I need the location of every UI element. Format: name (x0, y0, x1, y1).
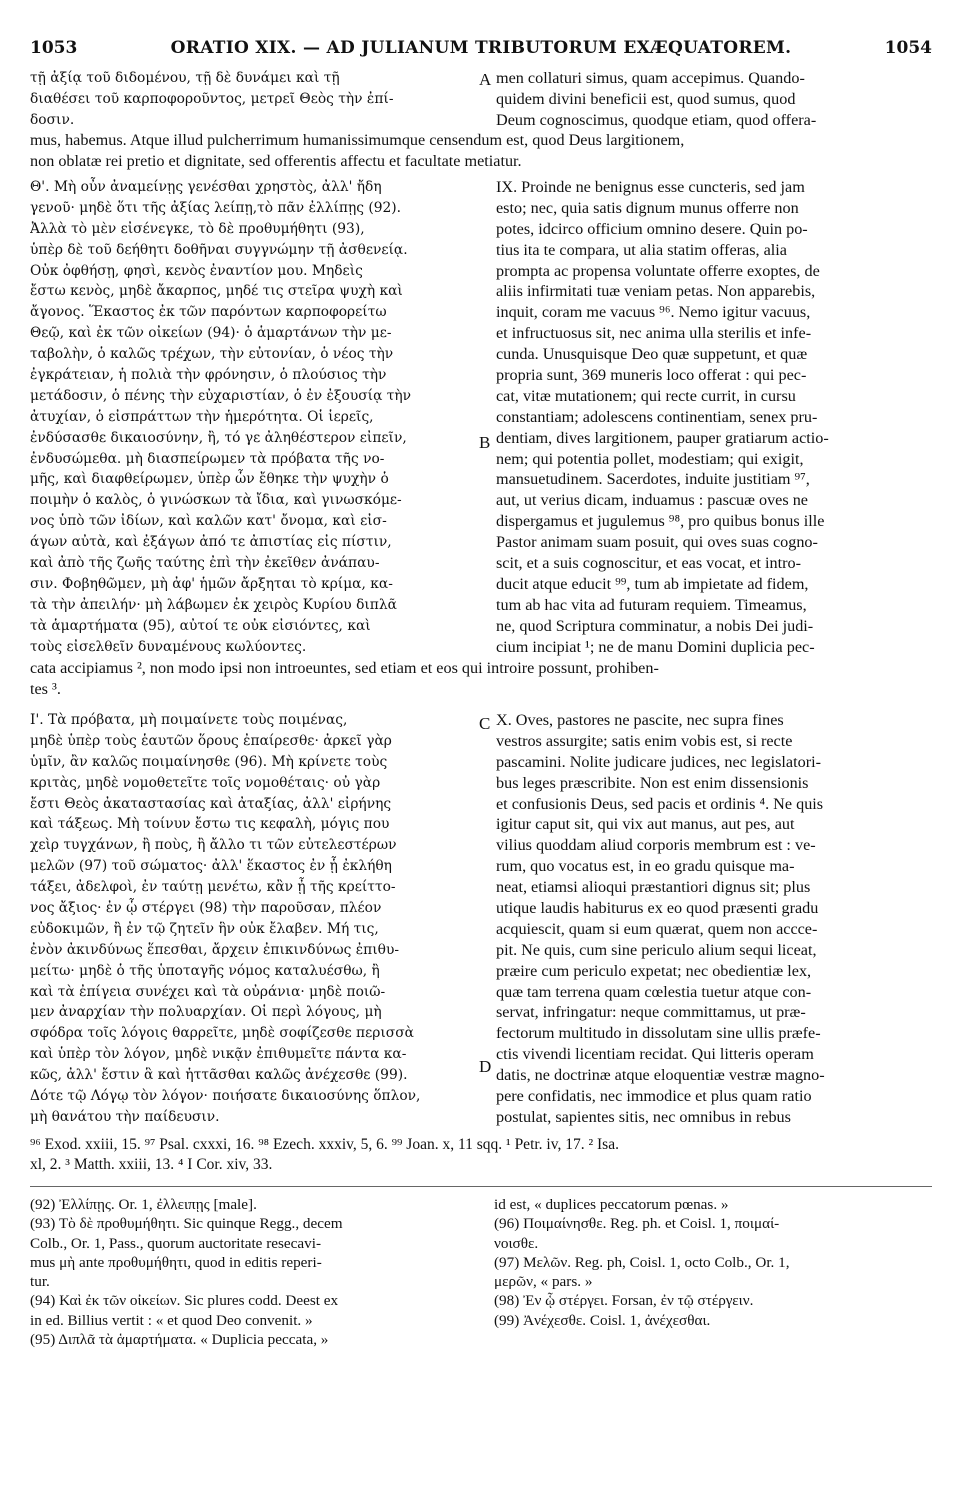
text-line: tius ita te compara, ut alia statim offeras, alia (496, 240, 787, 259)
text-line: νος ὑπὸ τῶν ἰδίων, καὶ καλῶν κατ' ὄνομα, καὶ εἰσ- (30, 513, 387, 530)
text-line: (98) Ἐν ᾧ στέργει. Forsan, ἐν τῷ στέργειν. (494, 1292, 754, 1310)
text-line: Colb., Or. 1, Pass., quorum auctoritate resecavi- (30, 1234, 322, 1252)
text-line: quidem divini beneficii est, quod sumus, quod (496, 89, 796, 108)
text-line: Δότε τῷ Λόγῳ τὸν λόγον· ποιήσατε δικαιοσύνης ὅπλον, (30, 1088, 421, 1105)
text-line: ἔστω κενὸς, μηδὲ ἄκαρπος, μηδέ τις στεῖρα ψυχὴ καὶ (30, 283, 403, 300)
text-line: κριτὰς, μηδὲ νομοθετεῖτε τοῖς νομοθέταις· οὐ γὰρ (30, 774, 381, 791)
text-line: IX. Proinde ne benignus esse cuncteris, sed jam (496, 178, 805, 196)
greek-column-top (30, 68, 488, 131)
margin-letter-c: C (479, 714, 491, 733)
text-line: servat, infringatur: neque committamus, ut præ- (496, 1003, 806, 1022)
text-line: καὶ τάξεως. Μὴ τοίνυν ἔστω τις κεφαλὴ, μόγις που (30, 816, 390, 833)
text-line: men collaturi simus, quam accepimus. Quando- (496, 69, 805, 87)
text-line: mansuetudinem. Sacerdotes, induite justitiam ⁹⁷, (496, 470, 810, 489)
text-line: tes ³. (30, 679, 61, 698)
text-line: pascamini. Nolite judicare judices, nec legislatori- (496, 752, 821, 771)
text-line: fectorum multitudo in dissolutam sine ullis præfe- (496, 1024, 821, 1043)
text-line: bus leges præscribite. Non est enim dissensionis (496, 773, 809, 792)
text-line: μῆς, καὶ διαφθείρωμεν, ὑπὲρ ὧν ἔθηκε τὴν ψυχὴν ὁ (30, 471, 389, 488)
text-line: Ι'. Τὰ πρόβατα, μὴ ποιμαίνετε τοὺς ποιμένας, (30, 712, 348, 728)
text-line: ἐγκράτειαν, ἡ πολιὰ τὴν φρόνησιν, ὁ πλούσιος τὴν (30, 367, 387, 384)
text-line: dentiam, dives largitionem, pauper gratiarum actio- (496, 428, 829, 447)
text-line: quæ tam terrena quam cœlestia tuetur atque con- (496, 982, 812, 1001)
text-line: constantiam; adolescens continentiam, senex pru- (496, 407, 818, 426)
text-line: aut, ut verius dicam, induamus : pascuæ oves ne (496, 491, 808, 510)
text-line: pit. Ne quis, cum sine periculo alium sequi liceat, (496, 940, 817, 959)
text-line: μετάδοσιν, ὁ πένης τὴν εὐχαριστίαν, ὁ ἐν ἐξουσίᾳ τὴν (30, 387, 412, 404)
text-line: cata accipiamus ², non modo ipsi non introeuntes, sed etiam et eos qui introire possunt, prohiben- (30, 659, 659, 677)
footnotes-left (30, 1195, 480, 1349)
text-line: prompta ac propensa voluntate offerre exoptes, de (496, 261, 820, 280)
text-line: ctis vivendi licentiam recidat. Qui litteris operam (496, 1045, 814, 1064)
text-line: cat, vitæ mutationem; qui recte currit, in cursu (496, 386, 796, 405)
text-line: καὶ ὑπὲρ τὸν λόγον, μηδὲ νικᾷν ἐπιθυμεῖτε πάντα κα- (30, 1046, 407, 1063)
text-line: μερῶν, « pars. » (494, 1273, 593, 1291)
text-line: rum, quo vocatus est, in eo gradu quisque ma- (496, 857, 795, 876)
text-line: τάξει, ἀδελφοὶ, ἐν ταύτῃ μενέτω, κἂν ᾖ τῆς κρείττο- (30, 879, 396, 896)
text-line: ne, quod Scriptura comminatur, a nobis Dei judi- (496, 616, 814, 635)
text-line: esto; nec, quia satis dignum munus offerre non (496, 198, 799, 217)
text-line: postulat, sapientes sitis, nec omnibus in rebus (496, 1107, 791, 1126)
text-line: X. Oves, pastores ne pascite, nec supra fines (496, 711, 784, 729)
text-line: τοὺς εἰσελθεῖν δυναμένους κωλύοντες. (30, 638, 307, 655)
text-line: dispergamus et jugulemus ⁹⁸, pro quibus bonus ille (496, 512, 825, 531)
text-line: κῶς, ἀλλ' ἔστιν ἃ καὶ ἡττᾶσθαι καλῶς ἀνέχεσθε (99). (30, 1067, 408, 1084)
scripture-references (30, 1135, 932, 1175)
full-width-text-1 (30, 130, 932, 172)
text-line: μελῶν (97) τοῦ σώματος· ἀλλ' ἕκαστος ἐν ᾗ ἐκλήθη (30, 858, 392, 875)
footnotes-right (494, 1195, 934, 1330)
text-line: μὴ θανάτου τὴν παίδευσιν. (30, 1108, 220, 1125)
text-line: acquiescit, quam si eum quærat, quem non accce- (496, 919, 818, 938)
text-line: igitur caput sit, qui vix aut manus, aut pes, aut (496, 815, 795, 834)
text-line: τῇ ἀξίᾳ τοῦ διδομένου, τῇ δὲ δυνάμει καὶ τῇ (30, 70, 340, 86)
text-line: (92) Ἐλλίπῃς. Or. 1, ἐλλειπῃς [male]. (30, 1196, 257, 1213)
text-line: μείτω· μηδὲ ὁ τῆς ὑποταγῆς νόμος καταλυέσθω, ἢ (30, 962, 380, 979)
text-line: νος ἄξιος· ἐν ᾧ στέργει (98) τὴν παροῦσαν, πλέον (30, 900, 382, 917)
text-line: ποιμὴν ὁ καλὸς, ὁ γινώσκων τὰ ἴδια, καὶ γινωσκόμε- (30, 492, 402, 509)
text-line: (99) Ἀνέχεσθε. Coisl. 1, ἀνέχεσθαι. (494, 1311, 711, 1329)
text-line: mus, habemus. Atque illud pulcherrimum humanissimumque censendum est, quod Deus largitionem, (30, 131, 685, 149)
text-line: propria sunt, 369 muneris loco offerat : qui pec- (496, 366, 807, 385)
text-line: et confusionis Deus, sed pacis et ordinis ⁴. Ne quis (496, 794, 824, 813)
latin-column-top (496, 68, 932, 131)
text-line: ἔστι Θεὸς ἀκαταστασίας καὶ ἀταξίας, ἀλλ' εἰρήνης (30, 795, 392, 812)
page-number-right: 1054 (884, 38, 932, 58)
text-line: (96) Ποιμαίνησθε. Reg. ph. et Coisl. 1, ποιμαί- (494, 1215, 780, 1233)
page-title: ORATIO XIX. — AD JULIANUM TRIBUTORUM EXÆQUATOREM. (170, 38, 792, 58)
text-line: ἄγονος. Ἕκαστος ἐκ τῶν παρόντων καρποφορείτω (30, 304, 387, 321)
greek-column-2 (30, 710, 491, 1128)
text-line: (94) Καὶ ἐκ τῶν οἰκείων. Sic plures codd. Deest ex (30, 1292, 339, 1310)
notes-divider (30, 1186, 932, 1187)
text-line: tur. (30, 1273, 50, 1291)
text-line: ἐνδυσώμεθα. μὴ διασπείρωμεν τὰ πρόβατα τῆς νο- (30, 450, 385, 467)
greek-column-1 (30, 177, 491, 657)
text-line: εὐδοκιμῶν, ἢ ἐν τῷ ζητεῖν ἣν οὐκ ἔλαβεν. Μή τις, (30, 920, 379, 937)
text-line: aliis infirmitati tuæ veniam petas. Non apparebis, (496, 282, 816, 301)
text-line: mus μὴ ante προθυμήθητι, quod in editis reperi- (30, 1253, 322, 1271)
page-number-left: 1053 (30, 38, 78, 58)
margin-letter-a: A (479, 70, 492, 89)
text-line: potes, idcirco officium omnino desere. Quin po- (496, 219, 808, 238)
text-line: vilius quoddam aliud corporis membrum est : ve- (496, 836, 816, 855)
text-line: tum ab hac vita ad futuram requiem. Timeamus, (496, 595, 807, 614)
text-line: τὰ ἁμαρτήματα (95), αὐτοί τε οὐκ εἰσιόντες, καὶ (30, 617, 371, 634)
text-line: (97) Μελῶν. Reg. ph, Coisl. 1, octo Colb., Or. 1, (494, 1253, 790, 1271)
latin-column-1 (496, 177, 932, 657)
text-line: διαθέσει τοῦ καρποφοροῦντος, μετρεῖ Θεὸς τὴν ἐπί- (30, 90, 394, 107)
full-width-text-2 (30, 658, 932, 700)
text-line: άγων αὐτὰ, καὶ ἐξάγων ἀπό τε ἀπιστίας εἰς πίστιν, (30, 534, 392, 551)
text-line: cunda. Unusquisque Deo quæ suppetunt, et quæ (496, 345, 808, 364)
text-line: pere confidatis, nec immodice et plus quam ratio (496, 1087, 812, 1106)
text-line: inquit, coram me vacuus ⁹⁶. Nemo igitur vacuus, (496, 303, 811, 322)
text-line: Deum cognoscimus, quodque etiam, quod offera- (496, 110, 817, 129)
text-line: ⁹⁶ Exod. xxiii, 15. ⁹⁷ Psal. cxxxi, 16. ⁹⁸ Ezech. xxxiv, 5, 6. ⁹⁹ Joan. x, 11 sqq. ¹ Petr. iv, 17. ² Isa. (30, 1136, 619, 1153)
text-line: scit, et a suis cognoscitur, et eas vocat, et intro- (496, 554, 802, 573)
text-line: ἀτυχίαν, ὁ εἰσπράττων τὴν ἡμερότητα. Οἱ ἱερεῖς, (30, 408, 374, 425)
latin-column-2 (496, 710, 932, 1128)
text-line: ὑπὲρ δὲ τοῦ δεήθητι δοθῆναι συγγνώμην τῇ ἀσθενείᾳ. (30, 241, 408, 258)
text-line: Οὐκ ὀφθήσῃ, φησὶ, κενὸς ἐναντίον μου. Μηδεὶς (30, 262, 363, 279)
text-line: nem; qui potentia pollet, modestiam; qui exigit, (496, 449, 804, 468)
text-line: ducit atque educit ⁹⁹, tum ab impietate ad fidem, (496, 574, 809, 593)
text-line: νοισθε. (494, 1234, 539, 1252)
text-line: præire cum periculo expetat; nec obedientiæ lex, (496, 961, 812, 980)
text-line: Θεῷ, καὶ ἐκ τῶν οἰκείων (94)· ὁ ἁμαρτάνων τὴν με- (30, 325, 392, 342)
text-line: Pastor animam suam posuit, qui oves suas cogno- (496, 533, 818, 552)
text-line: μηδὲ ὑπὲρ τοὺς ἑαυτῶν ὅρους ἐπαίρεσθε· ἀρκεῖ γὰρ (30, 732, 392, 749)
text-line: ἐνὸν ἀκινδύνως ἕπεσθαι, ἄρχειν ἐπικινδύνως ἐπιθυ- (30, 941, 399, 958)
text-line: Θ'. Μὴ οὖν ἀναμείνῃς γενέσθαι χρηστὸς, ἀλλ' ἤδη (30, 179, 382, 195)
text-line: σιν. Φοβηθῶμεν, μὴ ἀφ' ἡμῶν ἄρξηται τὸ κρίμα, κα- (30, 575, 393, 592)
text-line: datis, ne doctrinæ atque eloquentiæ vestræ magno- (496, 1066, 825, 1085)
text-line: Ἀλλὰ τὸ μὲν εἰσένεγκε, τὸ δὲ προθυμήθητι (93), (30, 220, 365, 237)
text-line: δοσιν. (30, 111, 75, 128)
text-line: καὶ ἀπὸ τῆς ζωῆς ταύτης ἐπὶ τὴν ἐκεῖθεν ἀνάπαυ- (30, 555, 380, 572)
text-line: id est, « duplices peccatorum pœnas. » (494, 1196, 729, 1213)
text-line: καὶ τὰ ἐπίγεια συνέχει καὶ τὰ οὐράνια· μηδὲ ποιῶ- (30, 983, 386, 1000)
text-line: non oblatæ rei pretio et dignitate, sed offerentis affectu et facultate metiatur. (30, 151, 522, 170)
text-line: et infructuosus sit, nec anima ulla sterilis et infe- (496, 324, 812, 343)
margin-letter-d: D (479, 1057, 492, 1076)
text-line: utique laudis habiturus ex eo quod præsenti gradu (496, 899, 819, 918)
running-header (30, 38, 932, 66)
text-line: (95) Διπλᾶ τὰ ἁμαρτήματα. « Duplicia peccata, » (30, 1331, 329, 1349)
text-line: μεν ἀναρχίαν τὴν πολυαρχίαν. Οἱ περὶ λόγους, μὴ (30, 1004, 382, 1021)
text-line: σφόδρα τοῖς λόγοις θαρρεῖτε, μηδὲ σοφίζεσθε περισσὰ (30, 1025, 414, 1042)
margin-letter-b: B (479, 433, 491, 452)
text-line: ἐνδύσασθε δικαιοσύνην, ἢ, τό γε ἀληθέστερον εἰπεῖν, (30, 429, 407, 446)
text-line: (93) Τὸ δὲ προθυμήθητι. Sic quinque Regg., decem (30, 1215, 343, 1233)
text-line: ὑμῖν, ἂν καλῶς ποιμαίνησθε (96). Μὴ κρίνετε τοὺς (30, 753, 388, 770)
text-line: χεὶρ τυγχάνων, ἢ ποὺς, ἢ ἄλλο τι τῶν εὐτελεστέρων (30, 837, 397, 854)
text-line: neat, etiamsi alioqui præstantiori dignus sit; plus (496, 878, 811, 897)
text-line: cium incipiat ¹; ne de manu Domini duplicia pec- (496, 637, 815, 656)
text-line: xl, 2. ³ Matth. xxiii, 13. ⁴ I Cor. xiv, 33. (30, 1156, 273, 1173)
text-line: in ed. Billius vertit : « et quod Deo convenit. » (30, 1311, 313, 1329)
text-line: ταβολὴν, ὁ καλῶς τρέχων, τὴν εὐτονίαν, ὁ νέος τὴν (30, 346, 394, 363)
text-line: vestros assurgite; satis enim vobis est, si recte (496, 731, 793, 750)
text-line: γενοῦ· μηδὲ ὅτι τῆς ἀξίας λείπῃ,τὸ πᾶν ἐλλίπῃς (92). (30, 199, 402, 216)
text-line: τὰ τὴν ἀπειλήν· μὴ λάβωμεν ἐκ χειρὸς Κυρίου διπλᾶ (30, 596, 397, 613)
